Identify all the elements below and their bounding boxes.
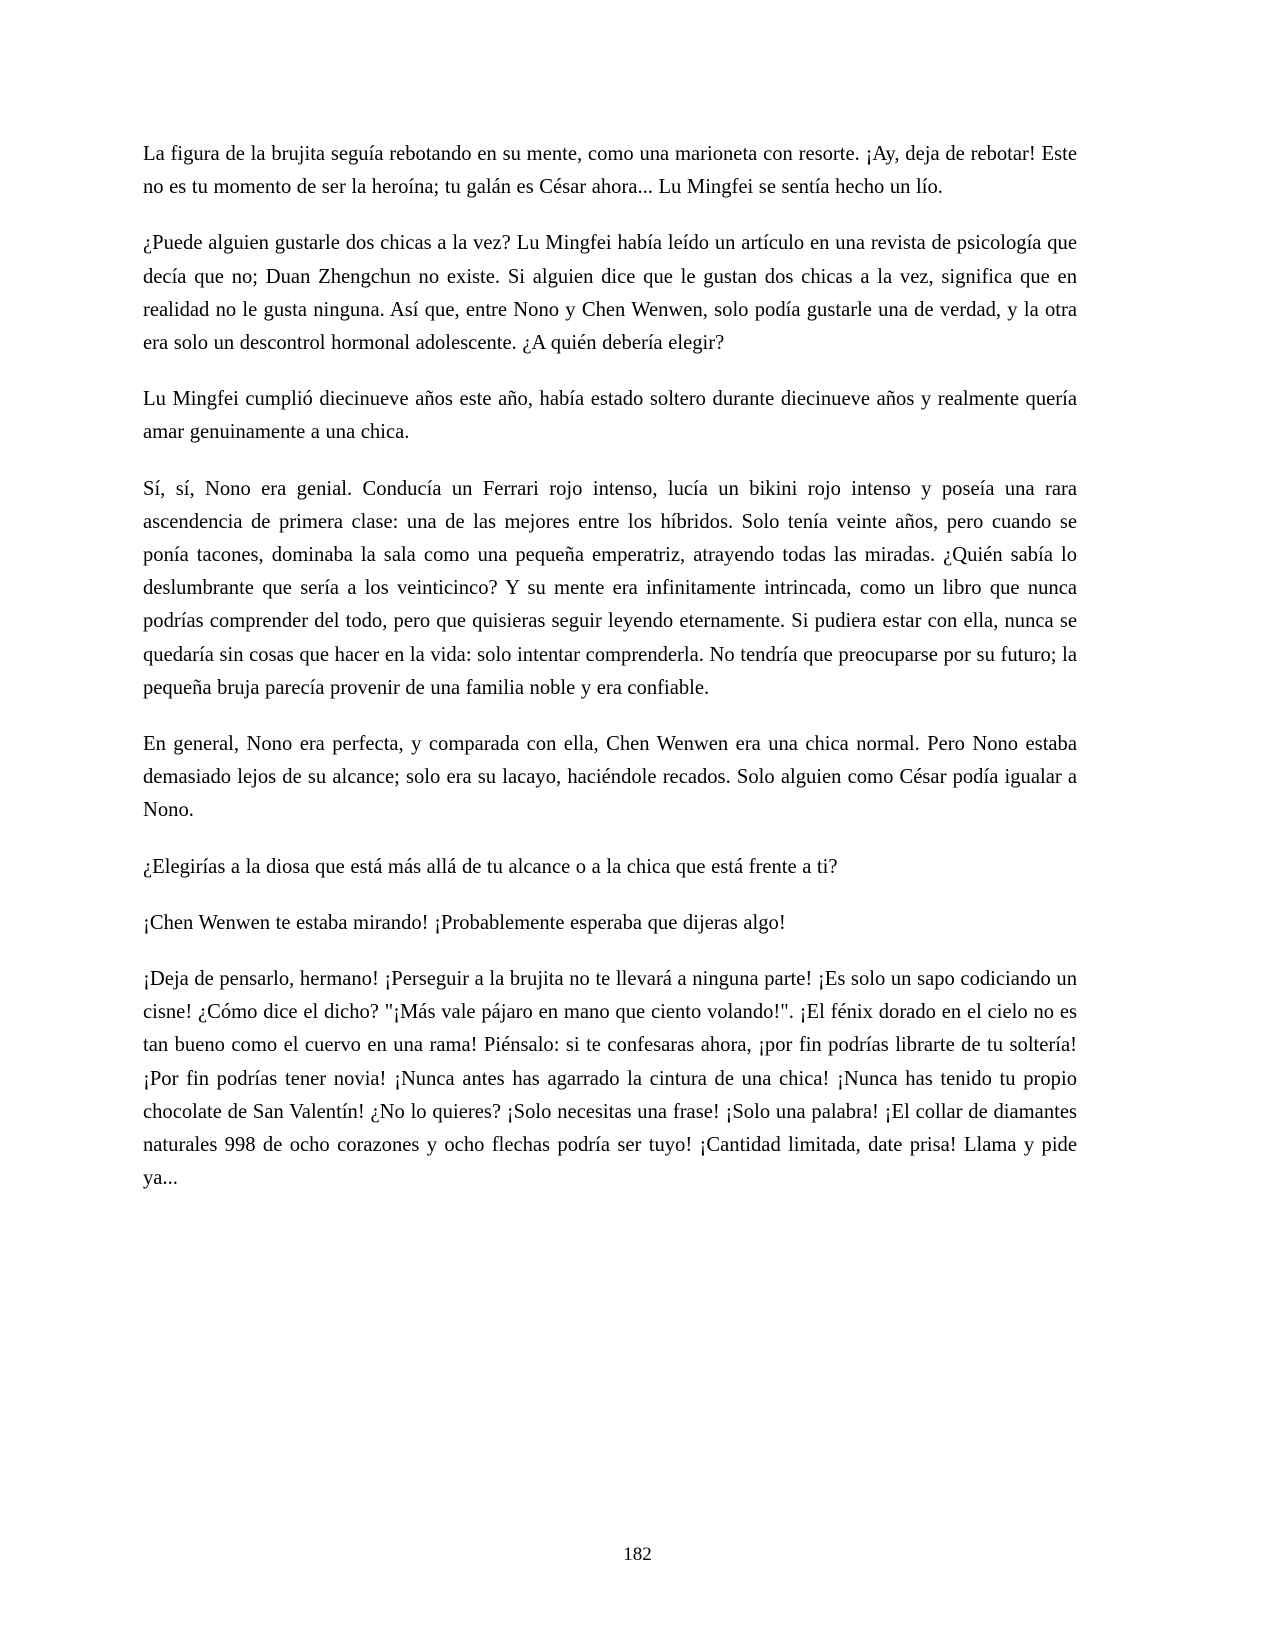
paragraph: ¡Deja de pensarlo, hermano! ¡Perseguir a la brujita no te llevará a ninguna parte! ¡Es solo un sapo codiciando un cisne! ¿Cómo dice el dicho? "¡Más vale pájaro en mano que ciento volando!". ¡El fénix dorado en el cielo no es tan bueno como el cuervo en una rama! Piénsalo: si te confesaras ahora, ¡por fin podrías librarte de tu soltería! ¡Por fin podrías tener novia! ¡Nunca antes has agarrado la cintura de una chica! ¡Nunca has tenido tu propio chocolate de San Valentín! ¿No lo quieres? ¡Solo necesitas una frase! ¡Solo una palabra! ¡El collar de diamantes naturales 998 de ocho corazones y ocho flechas podría ser tuyo! ¡Cantidad limitada, date prisa! Llama y pide ya... — [143, 968, 1077, 1190]
page-number: 182 — [623, 1544, 652, 1565]
body-text — [143, 138, 1077, 1195]
paragraph: Sí, sí, Nono era genial. Conducía un Ferrari rojo intenso, lucía un bikini rojo intenso y poseía una rara ascendencia de primera clase: una de las mejores entre los híbridos. Solo tenía veinte años, pero cuando se ponía tacones, dominaba la sala como una pequeña emperatriz, atrayendo todas las miradas. ¿Quién sabía lo deslumbrante que sería a los veinticinco? Y su mente era infinitamente intrincada, como un libro que nunca podrías comprender del todo, pero que quisieras seguir leyendo eternamente. Si pudiera estar con ella, nunca se quedaría sin cosas que hacer en la vida: solo intentar comprenderla. No tendría que preocuparse por su futuro; la pequeña bruja parecía provenir de una familia noble y era confiable. — [143, 477, 1077, 699]
paragraph: En general, Nono era perfecta, y comparada con ella, Chen Wenwen era una chica normal. Pero Nono estaba demasiado lejos de su alcance; solo era su lacayo, haciéndole recados. Solo alguien como César podía igualar a Nono. — [143, 733, 1077, 822]
paragraph: Lu Mingfei cumplió diecinueve años este año, había estado soltero durante diecinueve años y realmente quería amar genuinamente a una chica. — [143, 388, 1077, 444]
paragraph: ¿Puede alguien gustarle dos chicas a la vez? Lu Mingfei había leído un artículo en una revista de psicología que decía que no; Duan Zhengchun no existe. Si alguien dice que le gustan dos chicas a la vez, significa que en realidad no le gusta ninguna. Así que, entre Nono y Chen Wenwen, solo podía gustarle una de verdad, y la otra era solo un descontrol hormonal adolescente. ¿A quién debería elegir? — [143, 232, 1077, 355]
paragraph: ¡Chen Wenwen te estaba mirando! ¡Probablemente esperaba que dijeras algo! — [143, 911, 786, 934]
paragraph: La figura de la brujita seguía rebotando en su mente, como una marioneta con resorte. ¡Ay, deja de rebotar! Este no es tu momento de ser la heroína; tu galán es César ahora... Lu Mingfei se sentía hecho un lío. — [143, 143, 1077, 199]
paragraph: ¿Elegirías a la diosa que está más allá de tu alcance o a la chica que está frente a ti? — [143, 855, 838, 878]
